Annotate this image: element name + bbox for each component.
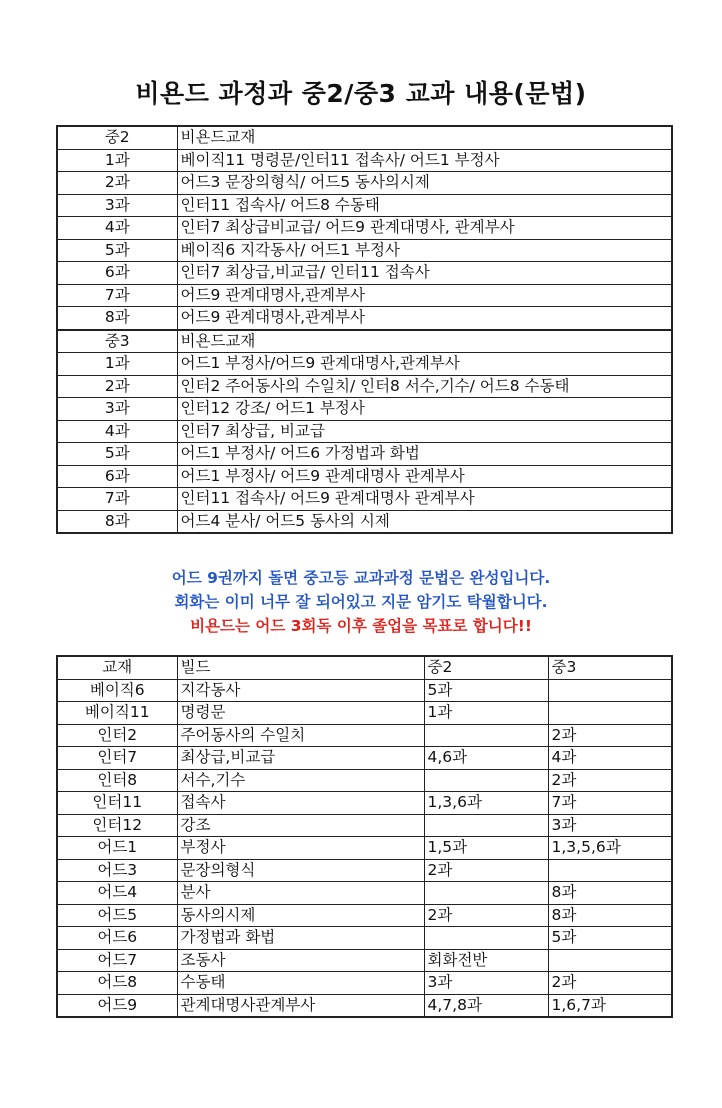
content-cell: 어드1 부정사/ 어드6 가정법과 화법 — [177, 443, 672, 466]
lesson-cell: 5과 — [57, 443, 177, 466]
book-cell: 베이직6 — [57, 679, 177, 702]
table-row — [57, 972, 672, 995]
lesson-cell: 1과 — [57, 149, 177, 172]
grade-cell: 중3 — [57, 330, 177, 353]
curriculum-table — [56, 125, 673, 534]
grade3-cell — [548, 859, 672, 882]
content-cell: 인터11 접속사/ 어드8 수동태 — [177, 194, 672, 217]
lesson-cell: 5과 — [57, 239, 177, 262]
table-row — [57, 702, 672, 725]
lesson-cell: 4과 — [57, 217, 177, 240]
section-header-row — [57, 330, 672, 353]
book-cell: 어드8 — [57, 972, 177, 995]
table-row — [57, 284, 672, 307]
table-row — [57, 747, 672, 770]
table-row — [57, 837, 672, 860]
lesson-cell: 2과 — [57, 375, 177, 398]
table-row — [57, 149, 672, 172]
table-row — [57, 949, 672, 972]
grade3-cell: 5과 — [548, 927, 672, 950]
topic-cell: 수동태 — [177, 972, 424, 995]
table-row — [57, 194, 672, 217]
topic-cell: 최상급,비교급 — [177, 747, 424, 770]
table-row — [57, 927, 672, 950]
content-cell: 인터12 강조/ 어드1 부정사 — [177, 398, 672, 421]
grade3-cell — [548, 702, 672, 725]
grade2-cell: 5과 — [424, 679, 548, 702]
table-row — [57, 994, 672, 1017]
topic-cell: 접속사 — [177, 792, 424, 815]
topic-cell: 문장의형식 — [177, 859, 424, 882]
section-header-row — [57, 126, 672, 149]
content-cell: 어드9 관계대명사,관계부사 — [177, 284, 672, 307]
lesson-cell: 1과 — [57, 353, 177, 376]
note-line-1: 어드 9권까지 돌면 중고등 교과과정 문법은 완성입니다. — [171, 569, 551, 587]
topic-cell: 조동사 — [177, 949, 424, 972]
content-cell: 어드1 부정사/ 어드9 관계대명사 관계부사 — [177, 465, 672, 488]
table-row — [57, 792, 672, 815]
table-row — [57, 375, 672, 398]
book-cell: 어드6 — [57, 927, 177, 950]
header-cell: 빌드 — [177, 656, 424, 679]
grade3-cell: 3과 — [548, 814, 672, 837]
table-row — [57, 510, 672, 533]
lesson-cell: 2과 — [57, 172, 177, 195]
header-cell: 교재 — [57, 656, 177, 679]
book-cell: 어드1 — [57, 837, 177, 860]
book-cell: 비욘드교재 — [177, 126, 672, 149]
book-cell: 어드7 — [57, 949, 177, 972]
table-row — [57, 262, 672, 285]
topic-cell: 분사 — [177, 882, 424, 905]
table-row — [57, 882, 672, 905]
topic-cell: 주어동사의 수일치 — [177, 724, 424, 747]
grade2-cell: 4,6과 — [424, 747, 548, 770]
header-cell: 중2 — [424, 656, 548, 679]
lesson-cell: 7과 — [57, 284, 177, 307]
grade3-cell: 2과 — [548, 769, 672, 792]
lesson-cell: 8과 — [57, 510, 177, 533]
content-cell: 어드1 부정사/어드9 관계대명사,관계부사 — [177, 353, 672, 376]
table-row — [57, 398, 672, 421]
topic-cell: 가정법과 화법 — [177, 927, 424, 950]
grade3-cell: 8과 — [548, 904, 672, 927]
content-cell: 인터2 주어동사의 수일치/ 인터8 서수,기수/ 어드8 수동태 — [177, 375, 672, 398]
book-cell: 어드3 — [57, 859, 177, 882]
topic-cell: 관계대명사관계부사 — [177, 994, 424, 1017]
note-line-3: 비욘드는 어드 3회독 이후 졸업을 목표로 합니다!! — [190, 617, 532, 635]
grade2-cell: 2과 — [424, 859, 548, 882]
lesson-cell: 3과 — [57, 194, 177, 217]
mapping-header-row — [57, 656, 672, 679]
content-cell: 베이직6 지각동사/ 어드1 부정사 — [177, 239, 672, 262]
grade2-cell — [424, 724, 548, 747]
book-cell: 인터12 — [57, 814, 177, 837]
lesson-cell: 6과 — [57, 262, 177, 285]
book-cell: 어드5 — [57, 904, 177, 927]
header-cell: 중3 — [548, 656, 672, 679]
book-cell: 인터2 — [57, 724, 177, 747]
mapping-table — [56, 655, 673, 1018]
book-cell: 비욘드교재 — [177, 330, 672, 353]
table-row — [57, 307, 672, 330]
book-cell: 인터8 — [57, 769, 177, 792]
book-cell: 베이직11 — [57, 702, 177, 725]
table-row — [57, 465, 672, 488]
grade2-cell: 3과 — [424, 972, 548, 995]
table-row — [57, 859, 672, 882]
grade2-cell — [424, 882, 548, 905]
lesson-cell: 6과 — [57, 465, 177, 488]
grade3-cell: 1,3,5,6과 — [548, 837, 672, 860]
grade2-cell — [424, 814, 548, 837]
grade3-cell: 1,6,7과 — [548, 994, 672, 1017]
grade-cell: 중2 — [57, 126, 177, 149]
topic-cell: 명령문 — [177, 702, 424, 725]
book-cell: 인터7 — [57, 747, 177, 770]
grade3-cell: 2과 — [548, 972, 672, 995]
grade2-cell — [424, 927, 548, 950]
grade3-cell — [548, 679, 672, 702]
lesson-cell: 3과 — [57, 398, 177, 421]
notes-block — [0, 566, 722, 638]
lesson-cell: 8과 — [57, 307, 177, 330]
topic-cell: 강조 — [177, 814, 424, 837]
book-cell: 어드9 — [57, 994, 177, 1017]
grade2-cell: 4,7,8과 — [424, 994, 548, 1017]
table-row — [57, 217, 672, 240]
topic-cell: 서수,기수 — [177, 769, 424, 792]
table-row — [57, 420, 672, 443]
table-row — [57, 172, 672, 195]
content-cell: 인터7 최상급, 비교급 — [177, 420, 672, 443]
grade2-cell: 1과 — [424, 702, 548, 725]
lesson-cell: 7과 — [57, 488, 177, 511]
book-cell: 인터11 — [57, 792, 177, 815]
table-row — [57, 679, 672, 702]
content-cell: 어드4 분사/ 어드5 동사의 시제 — [177, 510, 672, 533]
topic-cell: 동사의시제 — [177, 904, 424, 927]
table-row — [57, 443, 672, 466]
book-cell: 어드4 — [57, 882, 177, 905]
grade3-cell — [548, 949, 672, 972]
content-cell: 인터7 최상급,비교급/ 인터11 접속사 — [177, 262, 672, 285]
table-row — [57, 904, 672, 927]
content-cell: 베이직11 명령문/인터11 접속사/ 어드1 부정사 — [177, 149, 672, 172]
content-cell: 인터11 접속사/ 어드9 관계대명사 관계부사 — [177, 488, 672, 511]
grade2-cell: 2과 — [424, 904, 548, 927]
grade3-cell: 4과 — [548, 747, 672, 770]
table-row — [57, 488, 672, 511]
topic-cell: 지각동사 — [177, 679, 424, 702]
table-row — [57, 769, 672, 792]
topic-cell: 부정사 — [177, 837, 424, 860]
note-line-2: 회화는 이미 너무 잘 되어있고 지문 암기도 탁월합니다. — [174, 593, 548, 611]
table-row — [57, 724, 672, 747]
lesson-cell: 4과 — [57, 420, 177, 443]
grade2-cell: 1,3,6과 — [424, 792, 548, 815]
grade2-cell: 회화전반 — [424, 949, 548, 972]
content-cell: 인터7 최상급비교급/ 어드9 관계대명사, 관계부사 — [177, 217, 672, 240]
grade3-cell: 7과 — [548, 792, 672, 815]
content-cell: 어드3 문장의형식/ 어드5 동사의시제 — [177, 172, 672, 195]
table-row — [57, 239, 672, 262]
grade2-cell — [424, 769, 548, 792]
page-title: 비욘드 과정과 중2/중3 교과 내용(문법) — [135, 79, 587, 108]
grade3-cell: 2과 — [548, 724, 672, 747]
grade2-cell: 1,5과 — [424, 837, 548, 860]
table-row — [57, 353, 672, 376]
content-cell: 어드9 관계대명사,관계부사 — [177, 307, 672, 330]
table-row — [57, 814, 672, 837]
grade3-cell: 8과 — [548, 882, 672, 905]
